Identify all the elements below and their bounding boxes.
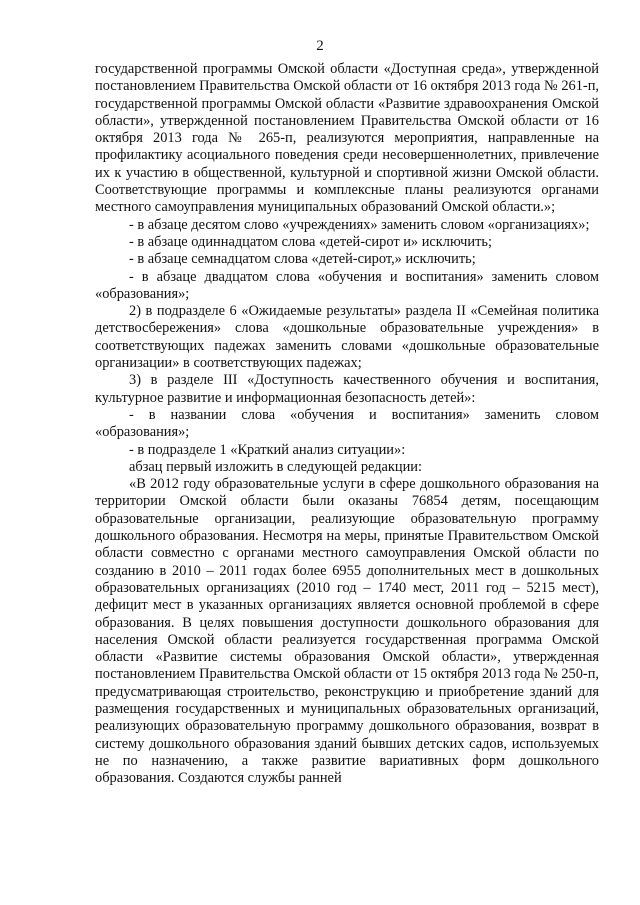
paragraph: - в подразделе 1 «Краткий анализ ситуации»:: [129, 441, 406, 458]
paragraph: 2) в подразделе 6 «Ожидаемые результаты» раздела II «Семейная политика детствосбережения» слова «дошкольные образовательные учреждения» в соответствующих падежах заменить словами «дошкольные образовательные организации» в соответствующих падежах;: [95, 303, 599, 372]
paragraph: - в абзаце двадцатом слова «обучения и воспитания» заменить словом «образования»;: [95, 268, 599, 302]
paragraph: абзац первый изложить в следующей редакции:: [129, 458, 423, 475]
page-number: 2: [316, 38, 324, 54]
paragraph: - в абзаце семнадцатом слова «детей-сирот,» исключить;: [129, 251, 476, 268]
paragraph: «В 2012 году образовательные услуги в сфере дошкольного образования на территории Омской области были оказаны 76854 детям, посещающим образовательные организации, реализующие образовательную программу дошкольного образования. Несмотря на меры, принятые Правительством Омской области совместно с органами местного самоуправления Омской области по созданию в 2010 – 2011 годах более 6955 дополнительных мест в дошкольных образовательных организациях (2010 год – 1740 мест, 2011 год – 5215 мест), дефицит мест в указанных организациях является основной проблемой в сфере образования. В целях повышения доступности дошкольного образования для населения Омской области реализуется государственная программа Омской области «Развитие системы образования Омской области», утвержденная постановлением Правительства Омской области от 15 октября 2013 года № 250-п, предусматривающая строительство, реконструкцию и приобретение зданий для размещения государственных и муниципальных образовательных организаций, реализующих образовательную программу дошкольного образования, возврат в систему дошкольного образования зданий бывших детских садов, используемых не по назначению, а также развитие вариативных форм дошкольного образования. Создаются службы ранней: [95, 476, 599, 787]
paragraph: - в названии слова «обучения и воспитания» заменить словом «образования»;: [95, 406, 599, 441]
paragraph: государственной программы Омской области «Доступная среда», утвержденной постановлением Правительства Омской области от 16 октября 2013 года № 261-п, государственной программы Омской области «Развитие здравоохранения Омской области», утвержденной постановлением Правительства Омской области от 16 октября 2013 года № 265-п, реализуются мероприятия, направленные на профилактику асоциального поведения среди несовершеннолетних, привлечение их к участию в общественной, культурной и спортивной жизни Омской области. Соответствующие программы и комплексные планы реализуются органами местного самоуправления муниципальных образований Омской области.»;: [95, 61, 599, 216]
paragraph: - в абзаце десятом слово «учреждениях» заменить словом «организациях»;: [129, 216, 590, 233]
paragraph: - в абзаце одиннадцатом слова «детей-сирот и» исключить;: [129, 233, 492, 250]
paragraph: 3) в разделе III «Доступность качественного обучения и воспитания, культурное развитие и информационная безопасность детей»:: [95, 372, 599, 406]
document-body: [95, 61, 599, 787]
